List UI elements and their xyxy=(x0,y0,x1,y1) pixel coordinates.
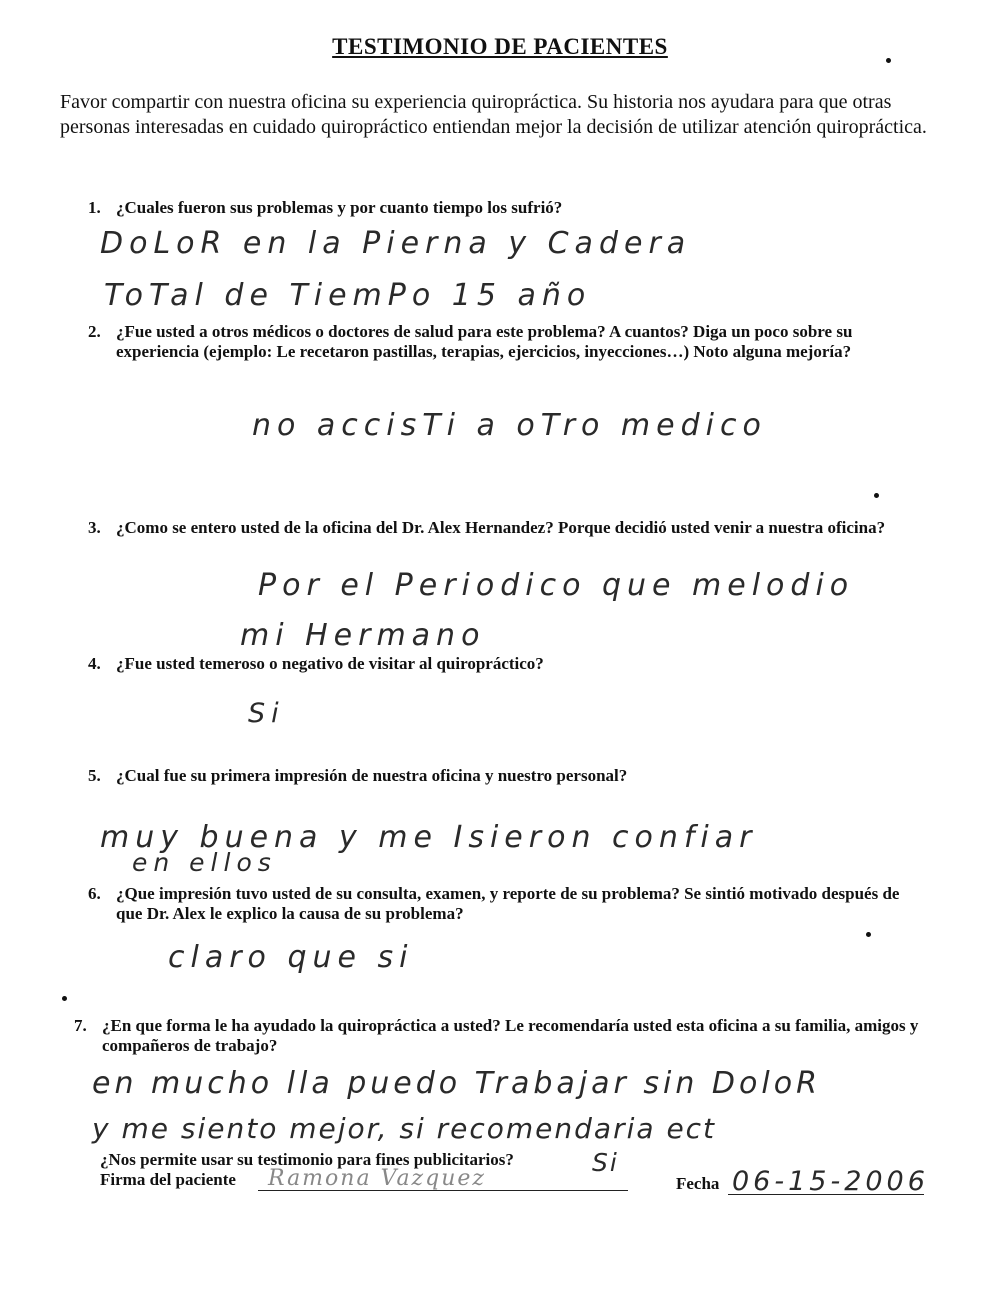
question-text: ¿Cuales fueron sus problemas y por cuanto tiempo los sufrió? xyxy=(116,198,563,217)
scan-speck xyxy=(886,58,891,63)
question-number: 2. xyxy=(88,322,101,341)
scan-speck xyxy=(866,932,871,937)
date-value: 06-15-2006 xyxy=(732,1166,929,1197)
answer-5-line-1: muy buena y me Isieron confiar xyxy=(100,820,758,855)
scan-speck xyxy=(874,493,879,498)
question-6 xyxy=(88,884,908,924)
intro-paragraph: Favor compartir con nuestra oficina su experiencia quiropráctica. Su historia nos ayudara para que otras personas interesadas en cuidado quiropráctico entiendan mejor la decisión de utilizar atención quiropráctica. xyxy=(60,91,927,138)
question-1 xyxy=(88,198,908,218)
question-text: ¿En que forma le ha ayudado la quiropráctica a usted? Le recomendaría usted esta oficina a su familia, amigos y compañeros de trabajo? xyxy=(102,1016,919,1055)
question-2 xyxy=(88,322,908,362)
question-number: 5. xyxy=(88,766,101,785)
permission-answer: Si xyxy=(592,1148,619,1177)
answer-3-line-1: Por el Periodico que melodio xyxy=(258,568,855,603)
question-4 xyxy=(88,654,908,674)
question-text: ¿Fue usted a otros médicos o doctores de salud para este problema? A cuantos? Diga un poco sobre su experiencia (ejemplo: Le recetaron pastillas, terapias, ejercicios, inyecciones…) Noto alguna mejoría? xyxy=(116,322,853,361)
scan-speck xyxy=(62,996,67,1001)
answer-1-line-2: ToTal de TiemPo 15 año xyxy=(104,278,592,313)
form-title: TESTIMONIO DE PACIENTES xyxy=(332,34,668,59)
question-7 xyxy=(74,1016,934,1056)
question-number: 1. xyxy=(88,198,101,217)
answer-4-line-1: Si xyxy=(248,698,285,729)
answer-6-line-1: claro que si xyxy=(168,940,414,975)
question-5 xyxy=(88,766,908,786)
patient-signature: Ramona Vazquez xyxy=(268,1166,487,1191)
question-text: ¿Que impresión tuvo usted de su consulta, examen, y reporte de su problema? Se sintió motivado después de que Dr. Alex le explico la causa de su problema? xyxy=(116,884,900,923)
question-3 xyxy=(88,518,908,538)
question-number: 3. xyxy=(88,518,101,537)
question-number: 7. xyxy=(74,1016,87,1035)
question-text: ¿Fue usted temeroso o negativo de visitar al quiropráctico? xyxy=(116,654,544,673)
answer-3-line-2: mi Hermano xyxy=(240,618,486,653)
date-label: Fecha xyxy=(676,1174,720,1193)
answer-7-line-1: en mucho lla puedo Trabajar sin DoloR xyxy=(92,1066,821,1101)
answer-2-line-1: no accisTi a oTro medico xyxy=(252,408,767,443)
question-text: ¿Cual fue su primera impresión de nuestra oficina y nuestro personal? xyxy=(116,766,628,785)
answer-5-line-2: en ellos xyxy=(132,848,277,877)
answer-1-line-1: DoLoR en la Pierna y Cadera xyxy=(100,226,692,261)
question-number: 4. xyxy=(88,654,101,673)
answer-7-line-2: y me siento mejor, si recomendaria ect xyxy=(92,1112,717,1145)
signature-label: Firma del paciente xyxy=(100,1170,236,1189)
permission-question: ¿Nos permite usar su testimonio para fines publicitarios? xyxy=(100,1150,514,1169)
question-text: ¿Como se entero usted de la oficina del Dr. Alex Hernandez? Porque decidió usted venir a nuestra oficina? xyxy=(116,518,886,537)
question-number: 6. xyxy=(88,884,101,903)
